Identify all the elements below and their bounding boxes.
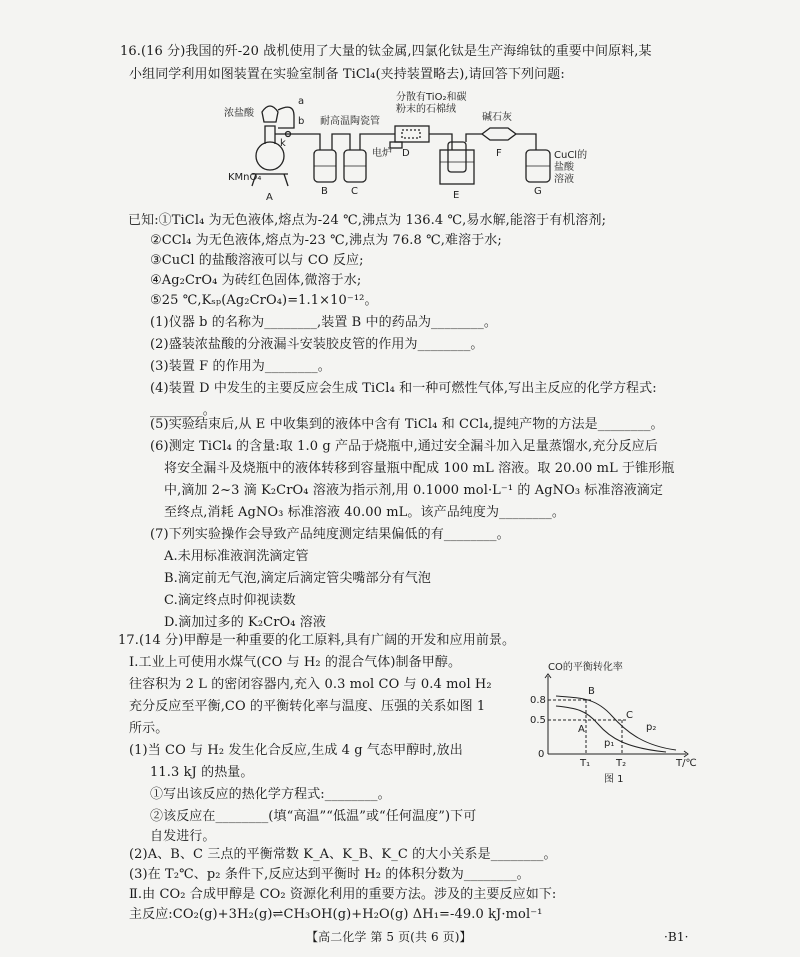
q17-main-reaction: 主反应:CO₂(g)+3H₂(g)⇌CH₃OH(g)+H₂O(g) ΔH₁=-49.0 kJ·mol⁻¹: [129, 907, 543, 922]
q16-intro-line2: 小组同学利用如图装置在实验室制备 TiCl₄(夹持装置略去),请回答下列问题:: [129, 67, 565, 82]
q16-7: (7)下列实验操作会导致产品纯度测定结果偏低的有________。: [150, 527, 510, 542]
q16-4: (4)装置 D 中发生的主要反应会生成 TiCl₄ 和一种可燃性气体,写出主反应的化学方程式:: [150, 381, 657, 396]
curve-p2: [556, 696, 676, 750]
option-b: B.滴定前无气泡,滴定后滴定管尖嘴部分有气泡: [164, 571, 432, 586]
separatory-funnel: [262, 106, 278, 122]
ytick-0.5: 0.5: [530, 715, 546, 726]
label-asbestos-2: 粉末的石棉绒: [396, 104, 456, 115]
letter-g: G: [534, 186, 542, 197]
apparatus-diagram: [220, 86, 600, 206]
label-ceramic-tube: 耐高温陶瓷管: [320, 116, 380, 127]
footer-page-info: 【高二化学 第 5 页(共 6 页)】: [306, 930, 472, 944]
q16-6-line4: 至终点,消耗 AgNO₃ 标准溶液 40.00 mL。该产品纯度为________。: [164, 505, 565, 520]
label-k: k: [280, 138, 286, 149]
footer-code: ·B1·: [664, 930, 689, 944]
label-furnace: 电炉: [372, 148, 392, 159]
label-a: a: [298, 96, 305, 107]
xtick-t2: T₂: [616, 758, 627, 769]
label-cucl-2: 盐酸: [554, 162, 574, 173]
q16-6-line2: 将安全漏斗及烧瓶中的液体转移到容量瓶中配成 100 mL 溶液。取 20.00 mL 于锥形瓶: [164, 461, 675, 476]
q16-1: (1)仪器 b 的名称为________,装置 B 中的药品为________。: [150, 315, 497, 330]
label-kmno4: KMnO₄: [228, 172, 262, 183]
known-3: ③CuCl 的盐酸溶液可以与 CO 反应;: [150, 253, 364, 268]
q17-part1-title: Ⅰ.工业上可使用水煤气(CO 与 H₂ 的混合气体)制备甲醇。: [129, 655, 462, 670]
figure-1-chart: [526, 658, 706, 788]
q16-6-line1: (6)测定 TiCl₄ 的含量:取 1.0 g 产品于烧瓶中,通过安全漏斗加入足量蒸馏水,充分反应后: [150, 439, 658, 454]
point-b: B: [588, 686, 595, 697]
option-d: D.滴加过多的 K₂CrO₄ 溶液: [164, 615, 327, 630]
label-cucl-1: CuCl的: [554, 150, 588, 161]
figure-caption: 图 1: [604, 774, 624, 785]
xtick-t1: T₁: [580, 758, 591, 769]
option-a: A.未用标准液润洗滴定管: [164, 549, 309, 564]
q17-1-line1: (1)当 CO 与 H₂ 发生化合反应,生成 4 g 气态甲醇时,放出: [129, 743, 463, 758]
known-5: ⑤25 ℃,Kₛₚ(Ag₂CrO₄)=1.1×10⁻¹²。: [150, 293, 378, 308]
known-2: ②CCl₄ 为无色液体,熔点为-23 ℃,沸点为 76.8 ℃,难溶于水;: [150, 233, 502, 248]
letter-c: C: [351, 186, 358, 197]
q17-part1-line2: 往容积为 2 L 的密闭容器内,充入 0.3 mol CO 与 0.4 mol H₂: [129, 677, 492, 692]
ceramic-tube-d: [395, 126, 429, 142]
label-conc-hcl: 浓盐酸: [224, 108, 254, 119]
q17-part1-line4: 所示。: [129, 721, 169, 736]
q16-6-line3: 中,滴加 2~3 滴 K₂CrO₄ 溶液为指示剂,用 0.1000 mol·L⁻¹ 的 AgNO₃ 标准溶液滴定: [164, 483, 664, 498]
point-c: C: [626, 710, 633, 721]
q16-4-answer: ________。: [150, 403, 216, 418]
label-b: b: [298, 116, 305, 127]
q17-2: (2)A、B、C 三点的平衡常数 K_A、K_B、K_C 的大小关系是________。: [129, 847, 557, 862]
letter-d: D: [402, 148, 410, 159]
ytick-0.8: 0.8: [530, 695, 546, 706]
letter-e: E: [453, 190, 460, 201]
q17-1-line2: 11.3 kJ 的热量。: [150, 765, 254, 780]
fig1-ylabel: CO的平衡转化率: [548, 662, 623, 673]
q17-intro: 17.(14 分)甲醇是一种重要的化工原料,具有广阔的开发和应用前景。: [118, 633, 516, 648]
ytick-0: 0: [538, 749, 545, 760]
q16-3: (3)装置 F 的作用为________。: [150, 359, 331, 374]
q16-intro-line1: 16.(16 分)我国的歼-20 战机使用了大量的钛金属,四氯化钛是生产海绵钛的重要中间原料,某: [120, 44, 652, 59]
rubber-tube-a: [278, 107, 294, 128]
q16-2: (2)盛装浓盐酸的分液漏斗安装胶皮管的作用为________。: [150, 337, 484, 352]
letter-a: A: [266, 192, 273, 203]
curve-label-p2: p₂: [646, 722, 657, 733]
point-a: A: [578, 724, 585, 735]
label-asbestos-1: 分散有TiO₂和碳: [396, 92, 467, 103]
q17-1-sub1: ①写出该反应的热化学方程式:________。: [150, 787, 391, 802]
drying-tube-f: [482, 128, 516, 140]
q17-3: (3)在 T₂℃、p₂ 条件下,反应达到平衡时 H₂ 的体积分数为________。: [129, 867, 530, 882]
letter-f: F: [496, 148, 502, 159]
letter-b: B: [321, 186, 328, 197]
label-soda-lime: 碱石灰: [482, 112, 512, 123]
q17-part2-title: Ⅱ.由 CO₂ 合成甲醇是 CO₂ 资源化利用的重要方法。涉及的主要反应如下:: [129, 887, 557, 902]
known-1: 已知:①TiCl₄ 为无色液体,熔点为-24 ℃,沸点为 136.4 ℃,易水解,能溶于有机溶剂;: [128, 213, 607, 228]
q17-1-sub2: ②该反应在________(填“高温”“低温”或“任何温度”)下可: [150, 809, 477, 824]
known-4: ④Ag₂CrO₄ 为砖红色固体,微溶于水;: [150, 273, 362, 288]
q17-1-sub2-cont: 自发进行。: [150, 829, 216, 844]
option-c: C.滴定终点时仰视读数: [164, 593, 296, 608]
beaker-e: [440, 150, 474, 184]
x-axis-label: T/℃: [676, 758, 697, 769]
q16-5: (5)实验结束后,从 E 中收集到的液体中含有 TiCl₄ 和 CCl₄,提纯产物的方法是________。: [150, 417, 664, 432]
curve-label-p1: p₁: [604, 738, 615, 749]
label-cucl-3: 溶液: [554, 174, 574, 185]
q17-part1-line3: 充分反应至平衡,CO 的平衡转化率与温度、压强的关系如图 1: [129, 699, 486, 714]
